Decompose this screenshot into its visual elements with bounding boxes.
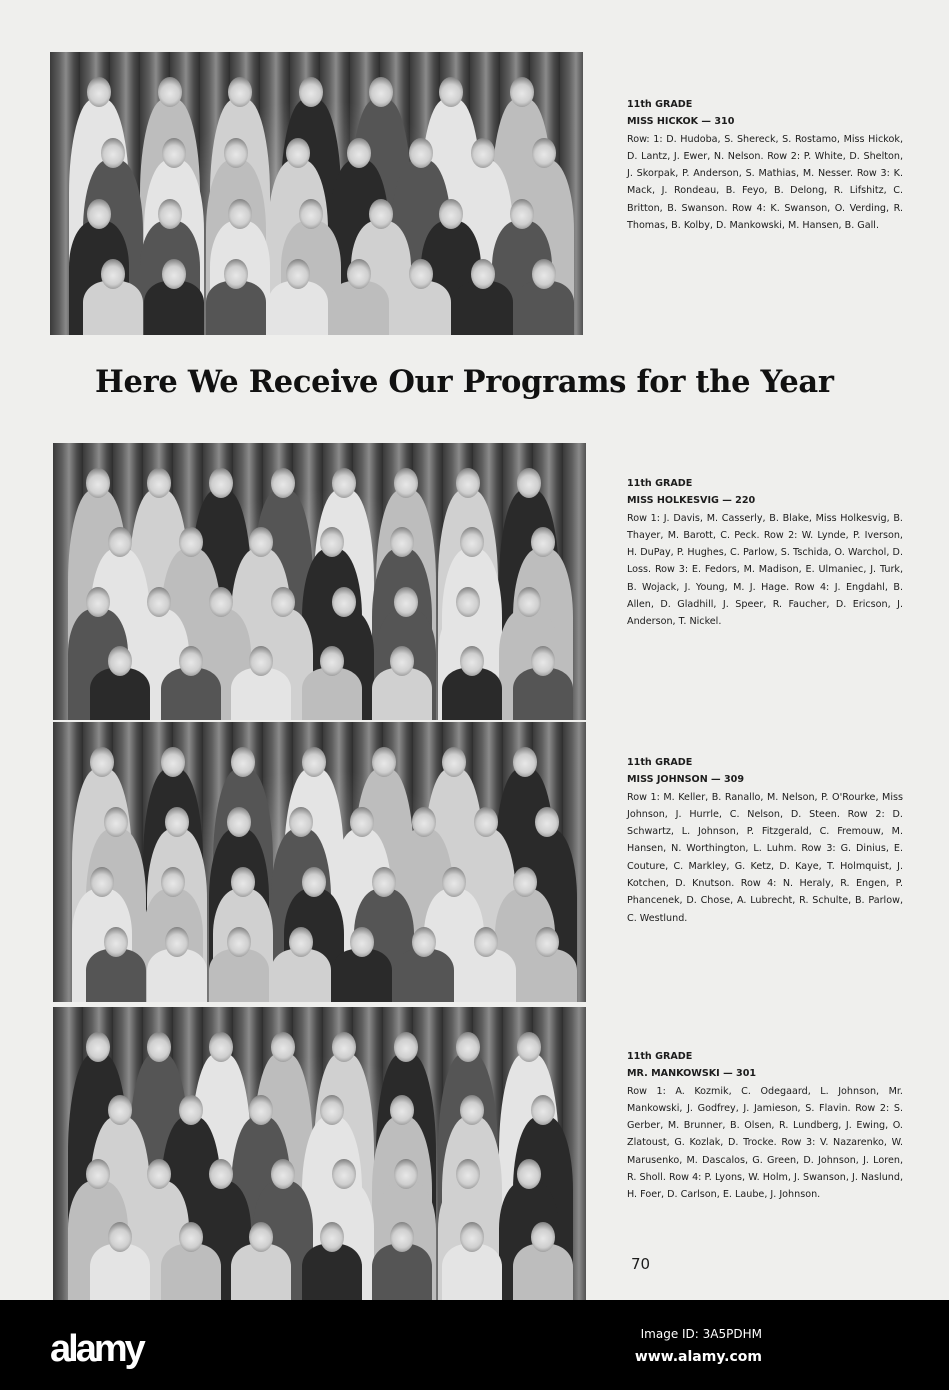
student-names: Row: 1: D. Hudoba, S. Shereck, S. Rostamo, Miss Hickok, D. Lantz, J. Ewer, N. Nelson. Row 2: P. White, D. Shelton, J. Skorpak, P. Anderson, S. Mathias, M. Nesser. Row 3: K. Mack, J. Rondeau, B. Feyo, B. Delong, R. Lifshitz, C. Britton, B. Swanson. Row 4: K. Swanson, O. Verding, R. Thomas, B. Kolby, D. Mankowski, M. Hansen, B. Gall. [627,133,903,232]
teacher-room: MISS HICKOK — 310 [627,116,735,128]
class-photo-holkesvig [53,443,586,720]
class-photo-mankowski [53,1007,586,1300]
class-photo-hickok [50,52,583,335]
grade-label: 11th GRADE [627,99,693,110]
grade-label: 11th GRADE [627,1051,693,1062]
teacher-room: MISS JOHNSON — 309 [627,774,745,786]
teacher-room: MISS HOLKESVIG — 220 [627,495,756,507]
caption-mankowski [627,1048,903,1204]
watermark-url: www.alamy.com [634,1349,762,1365]
student-names: Row 1: J. Davis, M. Casserly, B. Blake, Miss Holkesvig, B. Thayer, M. Barott, C. Peck. Row 2: W. Lynde, P. Iverson, H. DuPay, P. Hughes, C. Parlow, S. Tschida, O. Warchol, D. Loss. Row 3: E. Fedors, M. Madison, E. Ulmaniec, J. Turk, B. Wojack, J. Young, M. J. Hage. Row 4: J. Engdahl, B. Allen, D. Gladhill, J. Speer, R. Faucher, D. Ericson, J. Anderson, T. Nickel. [627,512,903,628]
grade-label: 11th GRADE [627,478,693,489]
grade-label: 11th GRADE [627,757,693,768]
page-number: 70 [631,1255,651,1273]
student-names: Row 1: A. Kozmik, C. Odegaard, L. Johnson, Mr. Mankowski, J. Godfrey, J. Jamieson, S. Flavin. Row 2: S. Gerber, M. Brunner, B. Olsen, R. Lundberg, J. Ewing, O. Zlatoust, G. Kozlak, D. Trocke. Row 3: V. Nazarenko, W. Marusenko, M. Dascalos, G. Green, D. Johnson, J. Loren, R. Sholl. Row 4: P. Lyons, W. Holm, J. Swanson, J. Naslund, H. Foer, D. Carlson, E. Laube, J. Johnson. [627,1085,903,1201]
caption-hickok [627,96,903,234]
watermark-logo: alamy [50,1328,143,1370]
image-id: Image ID: 3A5PDHM [640,1327,762,1341]
class-photo-johnson [53,722,586,1002]
teacher-room: MR. MANKOWSKI — 301 [627,1068,757,1080]
student-names: Row 1: M. Keller, B. Ranallo, M. Nelson, P. O'Rourke, Miss Johnson, J. Hurrle, C. Nelson, D. Steen. Row 2: D. Schwartz, L. Johnson, P. Fitzgerald, C. Fremouw, M. Hansen, N. Worthington, L. Luhm. Row 3: G. Dinius, E. Couture, C. Markley, G. Ketz, D. Kaye, T. Holmquist, J. Kotchen, D. Knutson. Row 4: N. Heraly, R. Engen, P. Phancenek, D. Chose, A. Lubrecht, R. Schulte, B. Parlow, C. Westlund. [627,791,903,924]
page-title: Here We Receive Our Programs for the Year [95,364,834,400]
caption-holkesvig [627,475,903,631]
watermark-band [0,1300,949,1390]
caption-johnson [627,754,903,927]
